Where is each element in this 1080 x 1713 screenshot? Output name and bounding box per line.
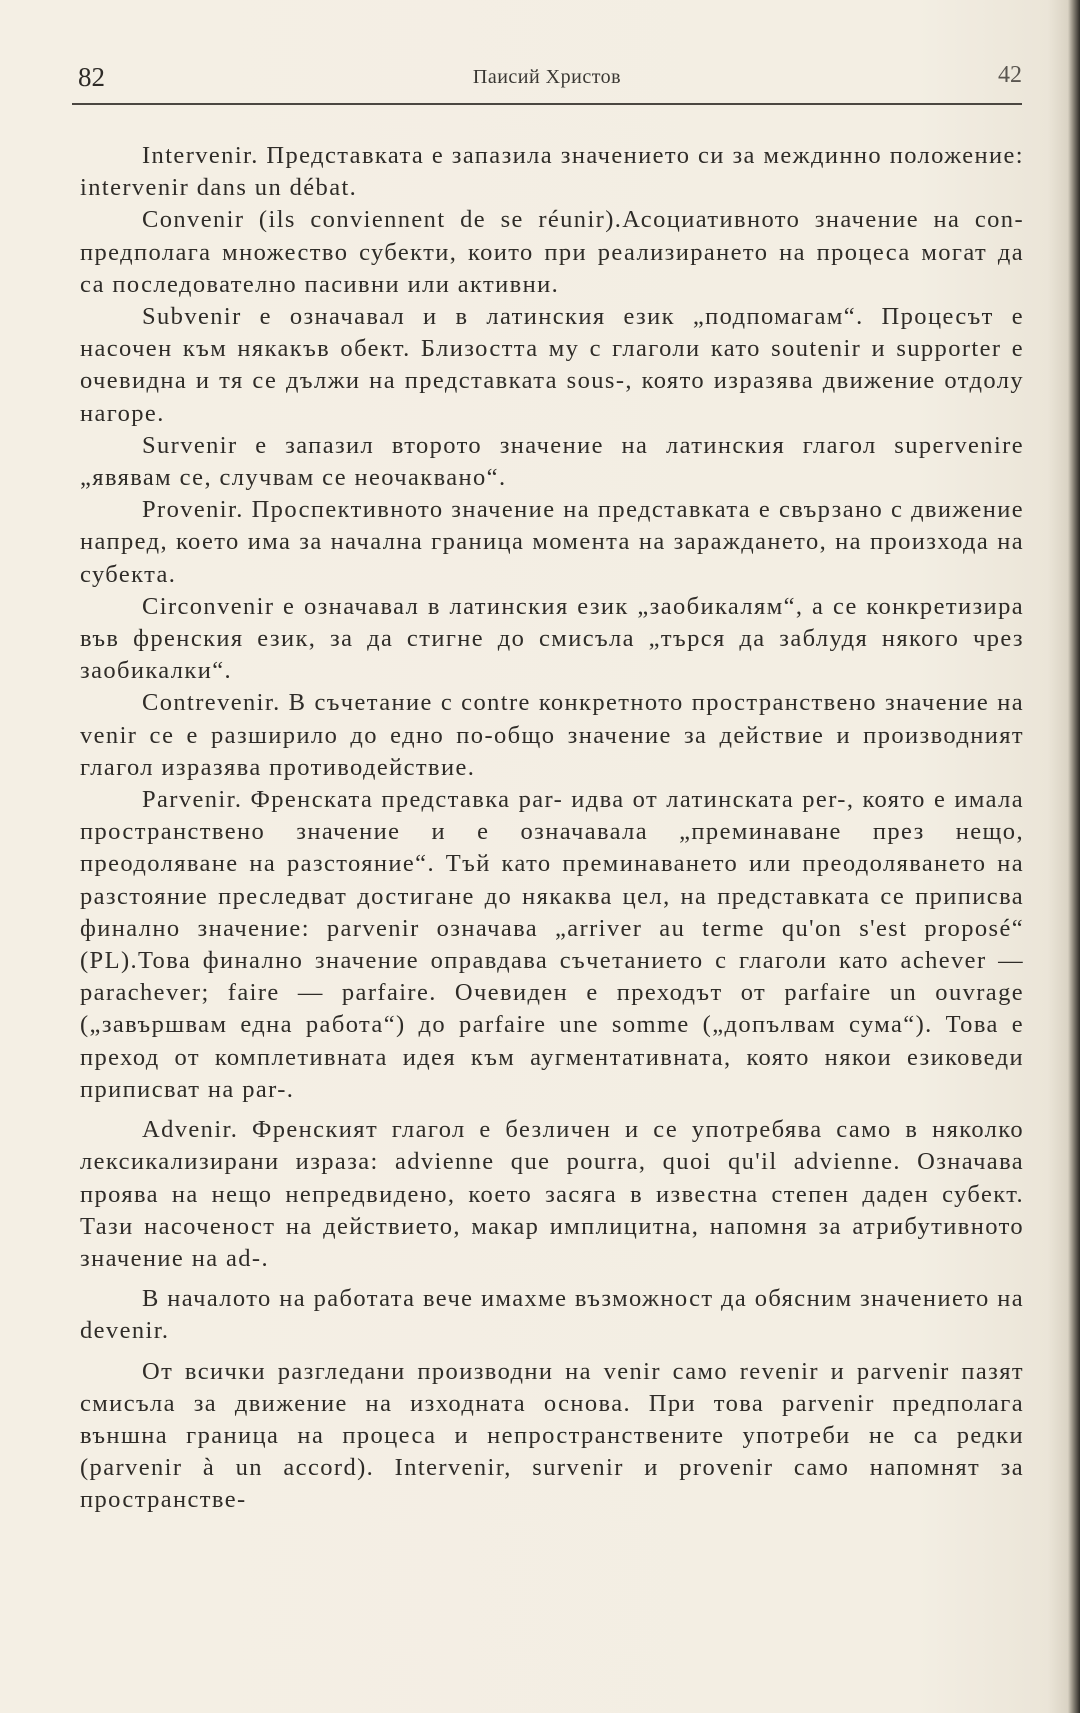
book-spine-shadow xyxy=(1068,0,1080,1713)
paragraph-devenir: В началото на работата вече имахме възможност да обясним значението на devenir. xyxy=(80,1285,1024,1345)
body-text xyxy=(80,140,1024,1517)
section-number: 42 xyxy=(998,62,1022,88)
paragraph-contrevenir: Contrevenir. В съчетание с contre конкретното пространствено значение на venir се е разширило до едно по-общо значение за действие и производният глагол изразява противодействие. xyxy=(80,689,1024,781)
paragraph-conclusion: От всички разгледани производни на venir само revenir и parvenir пазят смисъла за движение на изходната основа. При това parvenir предполага външна граница на процеса и непространствените употреби не са редки (parvenir à un accord). Intervenir, survenir и provenir само напомнят за пространстве- xyxy=(80,1357,1024,1514)
paragraph-survenir: Survenir е запазил второто значение на латинския глагол supervenire „явявам се, случвам се неочаквано“. xyxy=(80,431,1024,492)
page-number: 82 xyxy=(78,62,105,92)
paragraph-subvenir: Subvenir е означавал и в латинския език „подпомагам“. Процесът е насочен към някакъв обект. Близостта му с глаголи като soutenir и supporter е очевидна и тя се дължи на представката sous-, която изразява движение отдолу нагоре. xyxy=(80,303,1024,427)
paragraph-provenir: Provenir. Проспективното значение на представката е свързано с движение напред, което има за начална граница момента на зараждането, на произхода на субекта. xyxy=(80,496,1024,588)
paragraph-intervenir: Intervenir. Представката е запазила значението си за междинно положение: intervenir dans un débat. xyxy=(80,142,1024,202)
paragraph-circonvenir: Circonvenir е означавал в латинския език „заобикалям“, а се конкретизира във френския език, за да стигне до смисъла „търся да заблудя някого чрез заобикалки“. xyxy=(80,592,1024,685)
paragraph-parvenir: Parvenir. Френската представка par- идва от латинската per-, която е имала пространствено значение и е означавала „преминаване през нещо, преодоляване на разстояние“. Тъй като преминаването или преодоляването на разстояние преследват достигане до някаква цел, на представката се приписва финално значение: parvenir означава „arriver au terme qu'on s'est proposé“ (PL).Това финално значение оправдава съчетанието с глаголи като achever — parachever; faire — parfaire. Очевиден е преходът от parfaire un ouvrage („завършвам една работа“) до parfaire une somme („допълвам сума“). Това е преход от комплетивната идея към аугментативната, която някои езиковеди приписват на par-. xyxy=(80,786,1024,1103)
header-rule xyxy=(72,103,1022,105)
paragraph-advenir: Advenir. Френският глагол е безличен и се употребява само в няколко лексикализирани израза: advienne que pourra, quoi qu'il advienne. Означава проява на нещо непредвидено, което засяга в известна степен даден субект. Тази насоченост на действието, макар имплицитна, напомня за атрибутивното значение на ad-. xyxy=(80,1116,1024,1272)
paragraph-convenir: Convenir (ils conviennent de se réunir).Асоциативното значение на con- предполага множество субекти, които при реализирането на процеса могат да са последователно пасивни или активни. xyxy=(80,206,1024,298)
running-head: Паисий Христов xyxy=(472,66,622,88)
page-header xyxy=(72,58,1022,98)
